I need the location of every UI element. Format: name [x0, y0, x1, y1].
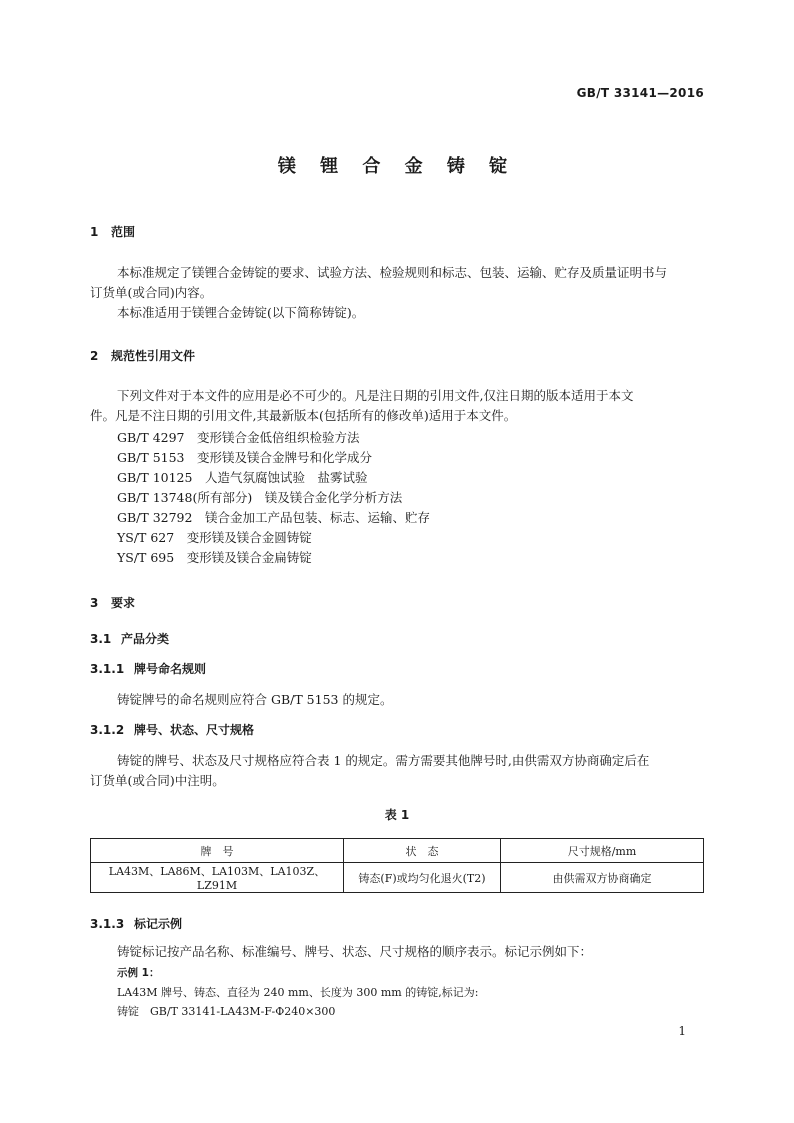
naming-rule-paragraph [90, 690, 704, 710]
section-title: 牌号、状态、尺寸规格 [134, 723, 255, 737]
text-line: 本标准规定了镁锂合金铸锭的要求、试验方法、检验规则和标志、包装、运输、贮存及质量证明书与 [117, 265, 668, 280]
text-line: 本标准适用于镁锂合金铸锭(以下简称铸锭)。 [117, 305, 365, 320]
section-1-heading [90, 223, 135, 240]
reference-item [117, 488, 402, 508]
table-row [91, 863, 704, 893]
example-marking: 铸锭 GB/T 33141-LA43M-F-Φ240×300 [117, 1005, 336, 1018]
table-header-cell: 尺寸规格/mm [501, 839, 704, 863]
table-header-cell: 牌 号 [91, 839, 344, 863]
text-line: 订货单(或合同)内容。 [90, 285, 213, 300]
standard-number: GB/T 33141—2016 [576, 86, 704, 100]
table-1 [90, 838, 704, 893]
reference-name: 镁合金加工产品包装、标志、运输、贮存 [204, 510, 430, 525]
text-line: 件。凡是不注日期的引用文件,其最新版本(包括所有的修改单)适用于本文件。 [90, 408, 517, 423]
text-line: 铸锭牌号的命名规则应符合 GB/T 5153 的规定。 [117, 692, 393, 707]
page-number: 1 [678, 1024, 686, 1038]
example-label: 示例 1： [117, 967, 160, 979]
reference-name: 变形镁合金低倍组织检验方法 [197, 430, 360, 445]
document-title: 镁 锂 合 金 铸 锭 [277, 156, 517, 177]
reference-name: 变形镁及镁合金圆铸锭 [186, 530, 312, 545]
reference-item [117, 468, 368, 488]
reference-item [117, 508, 430, 528]
scope-paragraph-1 [90, 263, 704, 283]
section-number: 1 [90, 225, 99, 239]
scope-paragraph-2 [90, 303, 704, 323]
section-3-1-1-heading [90, 660, 206, 677]
section-title: 牌号命名规则 [134, 662, 207, 676]
section-number: 3 [90, 596, 99, 610]
section-number: 3.1 [90, 632, 112, 646]
reference-code: YS/T 695 [117, 550, 175, 565]
reference-code: YS/T 627 [117, 530, 175, 545]
reference-item [117, 448, 372, 468]
section-title: 产品分类 [121, 632, 170, 646]
reference-item [117, 548, 312, 568]
section-title: 规范性引用文件 [111, 349, 196, 363]
section-number: 3.1.3 [90, 917, 125, 931]
table-caption: 表 1 [384, 808, 410, 822]
example-text: LA43M 牌号、铸态、直径为 240 mm、长度为 300 mm 的铸锭,标记为: [117, 986, 479, 999]
marking-paragraph [90, 942, 704, 962]
reference-name: 变形镁及镁合金扁铸锭 [186, 550, 312, 565]
section-number: 3.1.1 [90, 662, 125, 676]
reference-code: GB/T 5153 [117, 450, 185, 465]
section-number: 2 [90, 349, 99, 363]
section-title: 范围 [111, 225, 136, 239]
references-intro [90, 386, 704, 406]
text-line: 订货单(或合同)中注明。 [90, 773, 225, 788]
table-header-row [91, 839, 704, 863]
references-intro-cont [90, 406, 704, 426]
reference-code: GB/T 10125 [117, 470, 193, 485]
reference-name: 变形镁及镁合金牌号和化学成分 [197, 450, 373, 465]
section-3-heading [90, 594, 135, 611]
section-3-1-3-heading [90, 915, 182, 932]
section-2-heading [90, 347, 195, 364]
reference-name: 人造气氛腐蚀试验 盐雾试验 [204, 470, 368, 485]
reference-item [117, 428, 360, 448]
text-line: 下列文件对于本文件的应用是必不可少的。凡是注日期的引用文件,仅注日期的版本适用于本文 [117, 388, 634, 403]
table-cell: 由供需双方协商确定 [501, 863, 704, 893]
section-3-1-2-heading [90, 721, 254, 738]
table-header-cell: 状 态 [344, 839, 501, 863]
table-cell: 铸态(F)或均匀化退火(T2) [344, 863, 501, 893]
section-title: 标记示例 [134, 917, 183, 931]
section-title: 要求 [111, 596, 136, 610]
table-cell: LA43M、LA86M、LA103M、LA103Z、LZ91M [91, 863, 344, 893]
reference-code: GB/T 13748(所有部分) [117, 490, 253, 505]
reference-name: 镁及镁合金化学分析方法 [264, 490, 403, 505]
spec-paragraph-cont [90, 771, 704, 791]
reference-code: GB/T 4297 [117, 430, 185, 445]
section-number: 3.1.2 [90, 723, 125, 737]
spec-paragraph [90, 751, 704, 771]
section-3-1-heading [90, 630, 169, 647]
text-line: 铸锭的牌号、状态及尺寸规格应符合表 1 的规定。需方需要其他牌号时,由供需双方协商确定后在 [117, 753, 650, 768]
reference-item [117, 528, 312, 548]
scope-paragraph-1-cont [90, 283, 704, 303]
reference-code: GB/T 32792 [117, 510, 193, 525]
text-line: 铸锭标记按产品名称、标准编号、牌号、状态、尺寸规格的顺序表示。标记示例如下： [117, 944, 593, 959]
